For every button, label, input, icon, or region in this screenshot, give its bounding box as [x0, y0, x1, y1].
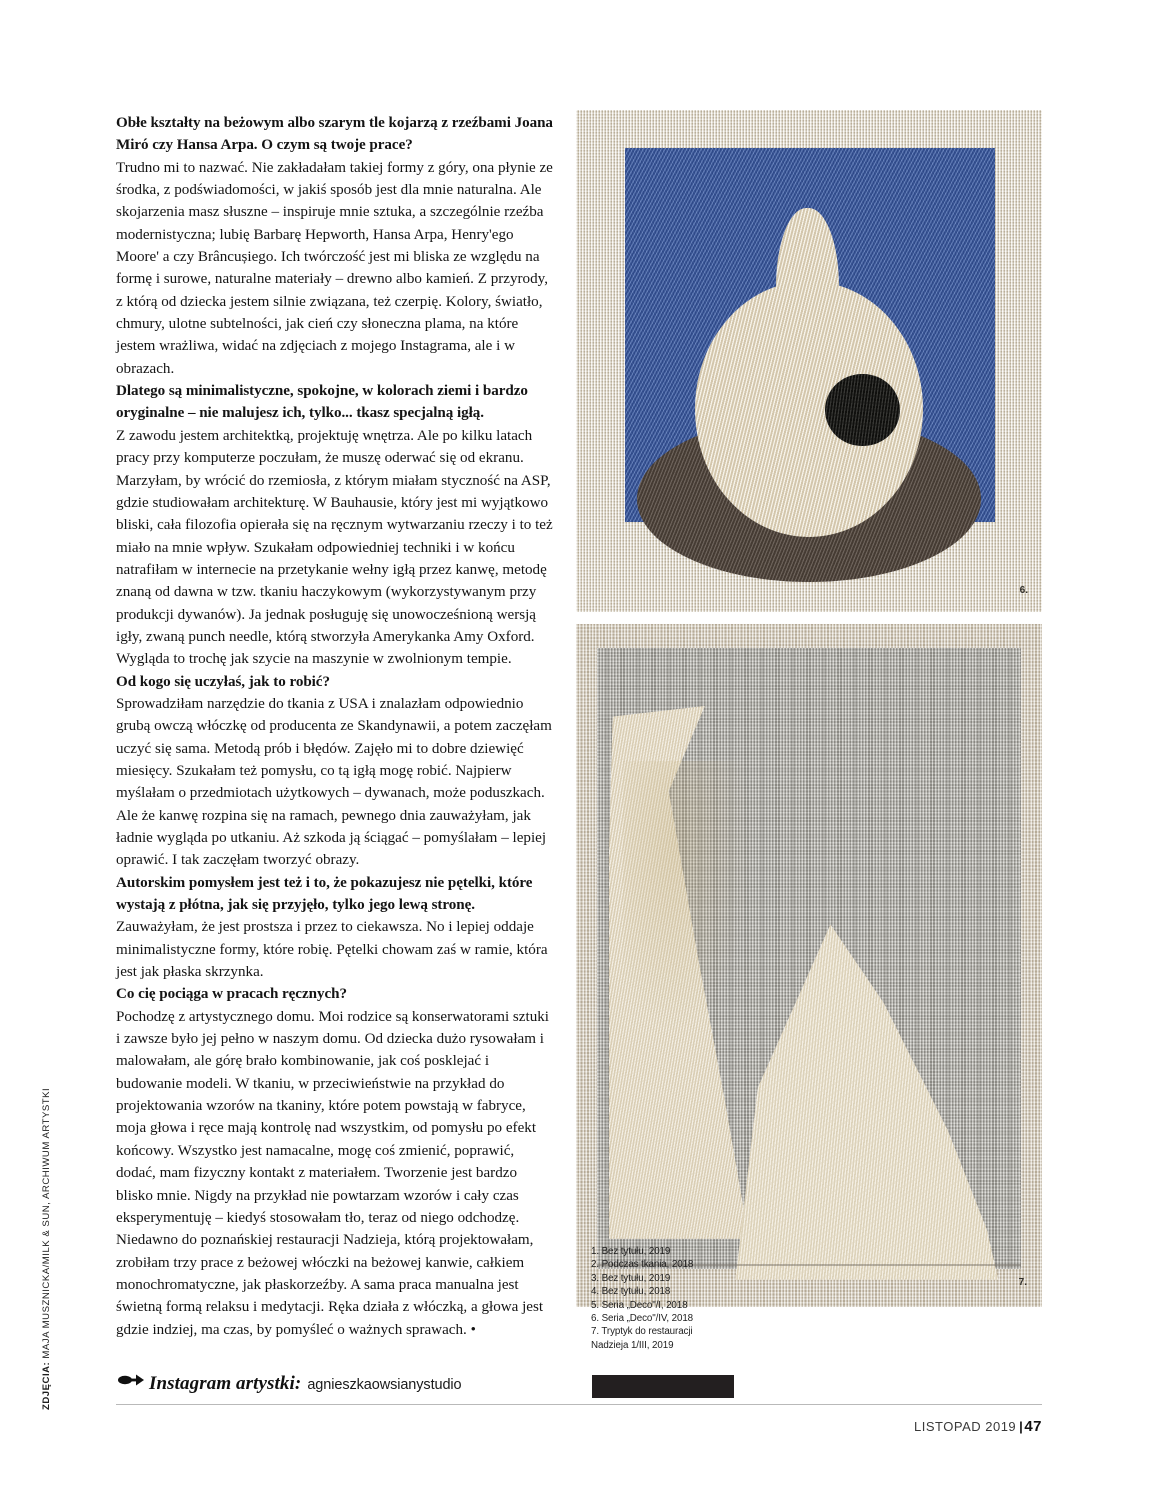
photo-credit — [41, 1010, 70, 1410]
interview-answer: Z zawodu jestem architektką, projektuję wnętrza. Ale po kilku latach pracy przy komputerze poczułam, że muszę oderwać się od ekranu. Marzyłam, by wrócić do rzemiosła, z którym miałam styczność na ASP, gdzie studiowałam architekturę. W Bauhausie, który jest mi wyjątkowo bliski, cała filozofia opierała się na ręcznym wytwarzaniu rzeczy i to też miało na mnie wpływ. Szukałam odpowiedniej techniki i w końcu natrafiłam w internecie na przetykanie wełny igłą przez kanwę, metodę znaną od dawna w tzw. tkaniu haczykowym (wykorzystywanym przy produkcji dywanów). Ja jednak posługuję się unowocześnioną wersją igły, zwaną punch needle, którą stworzyła Amerykanka Amy Oxford. Wygląda to trochę jak szycie na maszynie w zwolnionym tempie. — [116, 427, 553, 668]
interview-question: Dlatego są minimalistyczne, spokojne, w kolorach ziemi i bardzo oryginalne – nie malujesz ich, tylko... tkasz specjalną igłą. — [116, 383, 528, 422]
caption-item: 3. Bez tytułu, 2019 — [591, 1272, 671, 1284]
folio-separator: | — [1019, 1419, 1024, 1434]
caption-item: 1. Bez tytułu, 2019 — [591, 1246, 671, 1257]
artwork-image-bottom — [576, 624, 1042, 1307]
issue-date: LISTOPAD 2019 — [914, 1419, 1017, 1434]
instagram-label: Instagram artystki: — [149, 1373, 302, 1394]
folio — [914, 1418, 1042, 1435]
dark-circle-shape — [825, 374, 900, 447]
interview-answer: Trudno mi to nazwać. Nie zakładałam takiej formy z góry, ona płynie ze środka, z podświadomości, w jakiś sposób jest dla mnie naturalna. Ale skojarzenia masz słuszne – inspiruje mnie sztuka, a szczególnie rzeźba modernistyczna; lubię Barbarę Hepworth, Hansa Arpa, Henry'ego Moore' a czy Brâncușiego. Ich twórczość jest mi bliska ze względu na formę i surowe, naturalne materiały – drewno albo kamień. Z przyrody, z którą od dziecka jestem silnie związana, też czerpię. Kolory, światło, chmury, ulotne subtelności, jak cień czy słoneczna plama, na które jestem wrażliwa, widać na zdjęciach z mojego Instagrama, ale i w obrazach. — [116, 159, 553, 377]
footer-divider — [116, 1404, 1042, 1405]
caption-item: 2. Podczas tkania, 2018 — [591, 1259, 694, 1271]
caption-item: 7. Tryptyk do restauracji — [591, 1326, 693, 1338]
interview-question: Od kogo się uczyłaś, jak to robić? — [116, 673, 330, 690]
caption-item: 5. Seria „Deco"/I, 2018 — [591, 1299, 688, 1311]
arrow-right-icon — [118, 1373, 144, 1387]
caption-item: 6. Seria „Deco"/IV, 2018 — [591, 1313, 694, 1325]
shadow-wash — [623, 761, 753, 1034]
image-marker: 7. — [1018, 1277, 1027, 1288]
instagram-handle[interactable]: agnieszkaowsianystudio — [307, 1377, 462, 1393]
caption-item: 4. Bez tytułu, 2018 — [591, 1286, 671, 1298]
interview-question: Obłe kształty na beżowym albo szarym tle kojarzą z rzeźbami Joana Miró czy Hansa Arpa. O czym są twoje prace? — [116, 115, 553, 154]
article-body — [116, 112, 553, 1341]
interview-answer: Zauważyłam, że jest prostsza i przez to ciekawsza. No i lepiej oddaje minimalistyczne formy, które robię. Pętelki chowam zaś w ramie, która jest jak płaska skrzynka. — [116, 919, 548, 981]
interview-answer: Pochodzę z artystycznego domu. Moi rodzice są konserwatorami sztuki i zawsze było jej pełno w naszym domu. Od dziecka dużo rysowałam i malowałam, ale górę brało kombinowanie, jak coś posklejać i budowanie modeli. W tkaniu, w przeciwieństwie na przykład do projektowania wzorów na tkaniny, które potem powstają w fabryce, moja głowa i ręce mają kontrolę nad wszystkim, od pomysłu po efekt końcowy. Wszystko jest namacalne, mogę coś zmienić, poprawić, dodać, mam fizyczny kontakt z materiałem. Tworzenie jest bardzo blisko mnie. Nigdy na przykład nie powtarzam wzorów i cały czas eksperymentuję – kiedyś stosowałam tło, teraz od niego odchodzę. Niedawno do poznańskiej restauracji Nadzieja, którą projektowałam, zrobiłam trzy prace z beżowej włóczki na beżowej kanwie, całkiem monochromatyczne, jak płaskorzeźby. A sama praca manualna jest świetną formą relaksu i medytacji. Ręka działa z włóczką, a głowa jest gdzie indziej, ma czas, by pomyśleć o ważnych sprawach. • — [116, 1008, 549, 1338]
black-bar — [592, 1375, 734, 1398]
instagram-credit — [118, 1373, 462, 1395]
artwork-image-top — [576, 110, 1042, 612]
image-marker: 6. — [1019, 585, 1028, 596]
interview-answer: Sprowadziłam narzędzie do tkania z USA i znalazłam odpowiednio grubą owczą włóczkę od producenta ze Skandynawii, a potem zaczęłam uczyć się sama. Metodą prób i błędów. Zajęło mi to dobre dziewięć miesięcy. Szukałam też pomysłu, co tą igłą mogę robić. Najpierw myślałam o przedmiotach użytkowych – dywanach, może poduszkach. Ale że kanwę rozpina się na ramach, pewnego dnia zauważyłam, jak ładnie wygląda po utkaniu. Aż szkoda ją ściągać – pomyślałam – lepiej oprawić. I tak zaczęłam tworzyć obrazy. — [116, 695, 552, 869]
photo-credit-label: ZDJĘCIA: — [41, 1361, 52, 1410]
interview-question: Autorskim pomysłem jest też i to, że pokazujesz nie pętelki, które wystają z płótna, jak się przyjęło, tylko jego lewą stronę. — [116, 874, 533, 914]
photo-credit-value: MAJA MUSZNICKA/MILK & SUN, ARCHIWUM ARTYSTKI — [41, 1087, 52, 1359]
caption-item: Nadzieja 1/III, 2019 — [591, 1339, 674, 1351]
caption-list — [591, 1245, 693, 1352]
page-number: 47 — [1024, 1418, 1042, 1435]
interview-question: Co cię pociąga w pracach ręcznych? — [116, 986, 347, 1003]
